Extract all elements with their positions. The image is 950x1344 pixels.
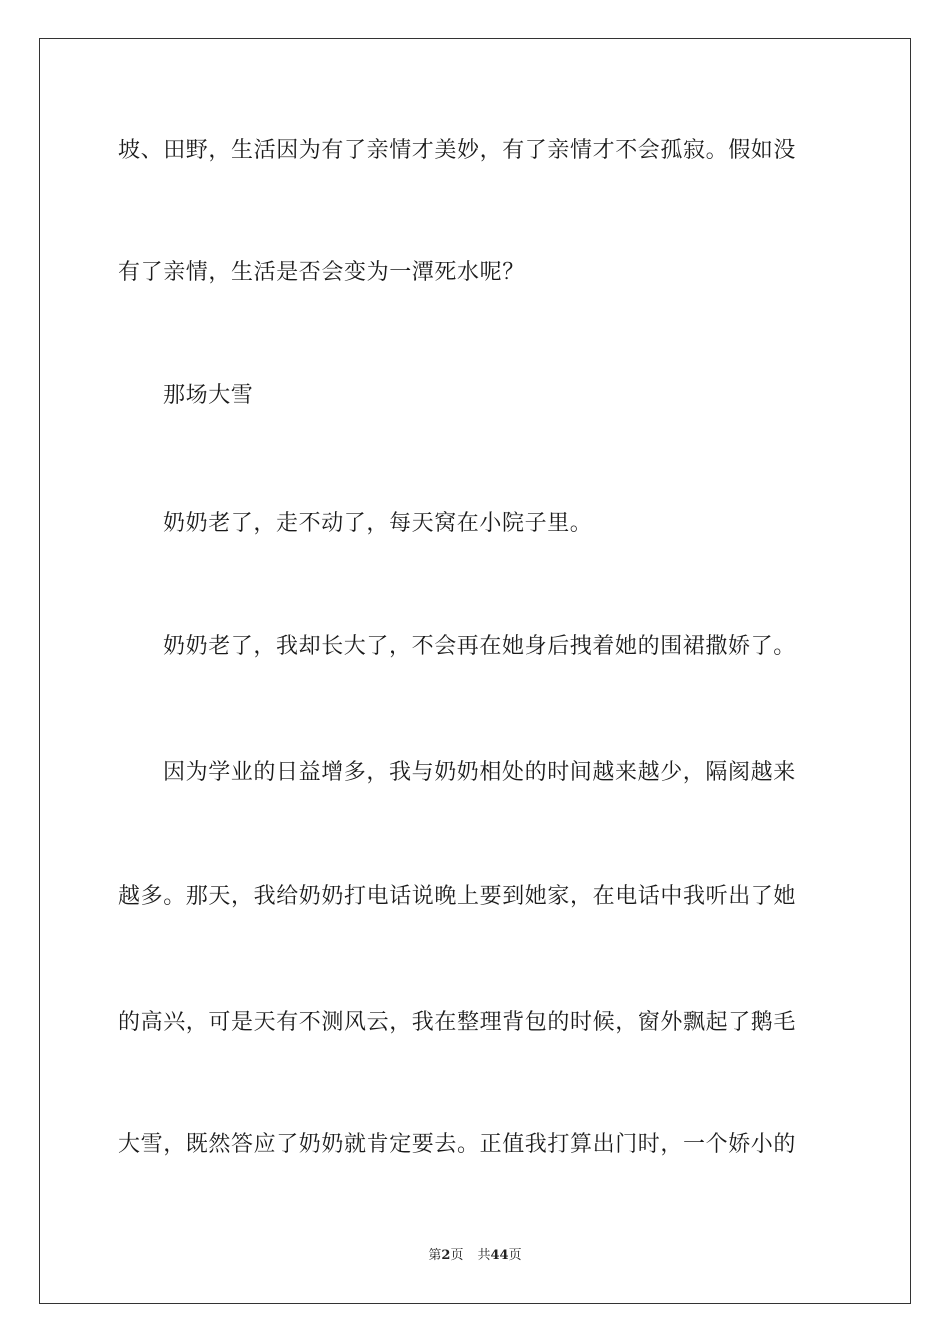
body-line-4: 奶奶老了，走不动了，每天窝在小院子里。 xyxy=(163,511,593,536)
page-total: 44 xyxy=(490,1248,509,1263)
body-line-5: 奶奶老了，我却长大了，不会再在她身后拽着她的围裙撒娇了。 xyxy=(163,634,796,659)
body-line-8: 的高兴，可是天有不测风云，我在整理背包的时候，窗外飘起了鹅毛 xyxy=(118,1010,797,1035)
page-current: 2 xyxy=(441,1248,451,1263)
body-line-6: 因为学业的日益增多，我与奶奶相处的时间越来越少，隔阂越来 xyxy=(163,760,796,785)
page-footer xyxy=(0,1247,950,1265)
body-line-7: 越多。那天，我给奶奶打电话说晚上要到她家，在电话中我听出了她 xyxy=(118,884,797,909)
section-heading: 那场大雪 xyxy=(163,383,254,408)
page-prefix: 第 xyxy=(428,1248,442,1263)
page-suffix: 页 xyxy=(450,1248,464,1263)
body-line-9: 大雪，既然答应了奶奶就肯定要去。正值我打算出门时，一个娇小的 xyxy=(118,1132,797,1157)
body-line-2: 有了亲情，生活是否会变为一潭死水呢？ xyxy=(118,260,525,285)
total-suffix: 页 xyxy=(508,1248,522,1263)
body-line-1: 坡、田野，生活因为有了亲情才美妙，有了亲情才不会孤寂。假如没 xyxy=(118,138,797,163)
page-border xyxy=(39,38,911,1304)
total-prefix: 共 xyxy=(477,1248,491,1263)
